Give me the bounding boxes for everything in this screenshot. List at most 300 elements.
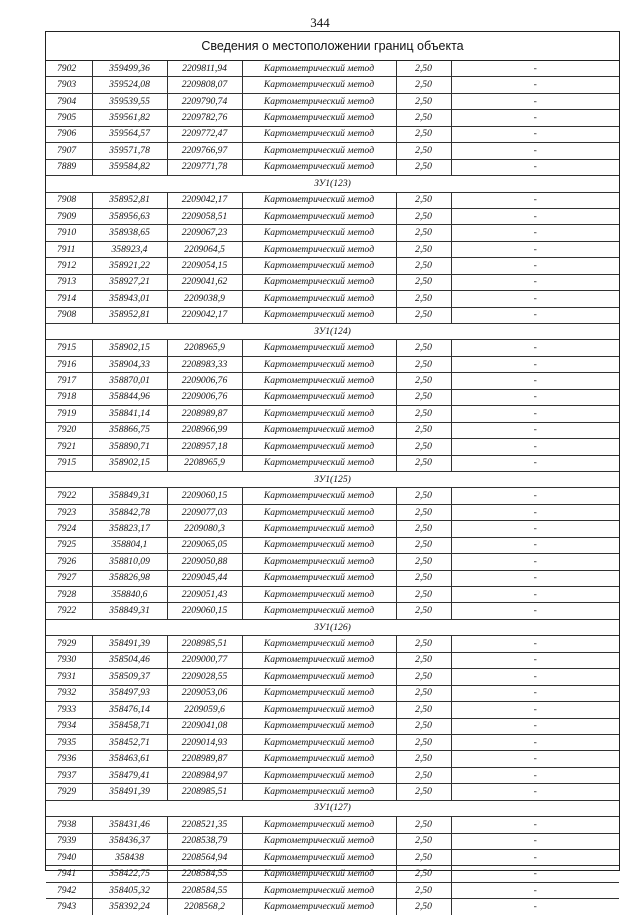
table-row (46, 817, 619, 833)
coord-x: 358952,81 (92, 192, 167, 208)
accuracy-cell: 2,50 (396, 603, 451, 619)
coord-x: 359564,57 (92, 126, 167, 142)
accuracy-cell: 2,50 (396, 192, 451, 208)
coord-x: 358866,75 (92, 422, 167, 438)
point-number: 7917 (46, 373, 92, 389)
description-cell: - (451, 126, 619, 142)
description-cell: - (451, 702, 619, 718)
coord-y: 2208584,55 (167, 866, 242, 882)
table-row (46, 225, 619, 241)
description-cell: - (451, 570, 619, 586)
method-cell: Картометрический метод (242, 587, 396, 603)
coord-y: 2209060,15 (167, 603, 242, 619)
method-cell: Картометрический метод (242, 340, 396, 356)
description-cell: - (451, 734, 619, 750)
coord-y: 2209041,08 (167, 718, 242, 734)
table-row (46, 439, 619, 455)
description-cell: - (451, 554, 619, 570)
point-number: 7943 (46, 899, 92, 915)
coord-x: 358890,71 (92, 439, 167, 455)
coord-y: 2208985,51 (167, 784, 242, 800)
method-cell: Картометрический метод (242, 833, 396, 849)
coord-y: 2208965,9 (167, 340, 242, 356)
table-row (46, 734, 619, 750)
point-number: 7934 (46, 718, 92, 734)
method-cell: Картометрический метод (242, 817, 396, 833)
method-cell: Картометрический метод (242, 373, 396, 389)
method-cell: Картометрический метод (242, 126, 396, 142)
method-cell: Картометрический метод (242, 784, 396, 800)
description-cell: - (451, 850, 619, 866)
coord-y: 2208965,9 (167, 455, 242, 471)
method-cell: Картометрический метод (242, 652, 396, 668)
description-cell: - (451, 307, 619, 323)
coord-x: 358504,46 (92, 652, 167, 668)
coord-x: 359499,36 (92, 61, 167, 77)
table-title: Сведения о местоположении границ объекта (46, 32, 619, 61)
method-cell: Картометрический метод (242, 570, 396, 586)
accuracy-cell: 2,50 (396, 734, 451, 750)
description-cell: - (451, 340, 619, 356)
table-row (46, 521, 619, 537)
point-number: 7914 (46, 291, 92, 307)
method-cell: Картометрический метод (242, 882, 396, 898)
point-number: 7921 (46, 439, 92, 455)
point-number: 7928 (46, 587, 92, 603)
description-cell: - (451, 652, 619, 668)
coord-x: 358952,81 (92, 307, 167, 323)
coord-x: 358458,71 (92, 718, 167, 734)
method-cell: Картометрический метод (242, 850, 396, 866)
boundary-points-table (46, 61, 619, 915)
point-number: 7904 (46, 93, 92, 109)
coord-y: 2209060,15 (167, 488, 242, 504)
point-number: 7908 (46, 307, 92, 323)
table-row (46, 307, 619, 323)
description-cell: - (451, 439, 619, 455)
description-cell: - (451, 718, 619, 734)
accuracy-cell: 2,50 (396, 126, 451, 142)
table-row (46, 570, 619, 586)
description-cell: - (451, 389, 619, 405)
coord-x: 358497,93 (92, 685, 167, 701)
table-row (46, 143, 619, 159)
point-number: 7907 (46, 143, 92, 159)
coord-x: 358902,15 (92, 455, 167, 471)
coord-y: 2208564,94 (167, 850, 242, 866)
coord-y: 2208983,33 (167, 356, 242, 372)
method-cell: Картометрический метод (242, 521, 396, 537)
coord-x: 358431,46 (92, 817, 167, 833)
description-cell: - (451, 143, 619, 159)
point-number: 7926 (46, 554, 92, 570)
point-number: 7922 (46, 603, 92, 619)
coord-x: 359561,82 (92, 110, 167, 126)
method-cell: Картометрический метод (242, 274, 396, 290)
method-cell: Картометрический метод (242, 143, 396, 159)
coord-y: 2209045,44 (167, 570, 242, 586)
coord-x: 359539,55 (92, 93, 167, 109)
point-number: 7913 (46, 274, 92, 290)
method-cell: Картометрический метод (242, 422, 396, 438)
table-row (46, 504, 619, 520)
accuracy-cell: 2,50 (396, 554, 451, 570)
accuracy-cell: 2,50 (396, 208, 451, 224)
table-row (46, 784, 619, 800)
method-cell: Картометрический метод (242, 899, 396, 915)
description-cell: - (451, 274, 619, 290)
coord-y: 2209054,15 (167, 258, 242, 274)
description-cell: - (451, 241, 619, 257)
accuracy-cell: 2,50 (396, 143, 451, 159)
description-cell: - (533, 901, 537, 913)
table-row (46, 373, 619, 389)
coord-y: 2209077,03 (167, 504, 242, 520)
point-number: 7916 (46, 356, 92, 372)
description-cell: - (451, 521, 619, 537)
coord-x: 359524,08 (92, 77, 167, 93)
coord-y: 2209000,77 (167, 652, 242, 668)
accuracy-cell: 2,50 (396, 61, 451, 77)
method-cell: Картометрический метод (242, 669, 396, 685)
accuracy-cell: 2,50 (396, 422, 451, 438)
accuracy-cell: 2,50 (396, 899, 451, 915)
coord-y: 2209808,07 (167, 77, 242, 93)
description-cell: - (451, 225, 619, 241)
table-row (46, 702, 619, 718)
coord-y: 2209050,88 (167, 554, 242, 570)
group-header-row (46, 176, 619, 192)
table-row (46, 159, 619, 175)
point-number: 7908 (46, 192, 92, 208)
description-cell: - (451, 784, 619, 800)
method-cell: Картометрический метод (242, 192, 396, 208)
table-row (46, 208, 619, 224)
description-cell: - (451, 258, 619, 274)
coord-x: 358476,14 (92, 702, 167, 718)
description-cell: - (451, 817, 619, 833)
coord-x: 358943,01 (92, 291, 167, 307)
accuracy-cell: 2,50 (396, 373, 451, 389)
point-number: 7903 (46, 77, 92, 93)
coord-y: 2208989,87 (167, 751, 242, 767)
accuracy-cell: 2,50 (396, 406, 451, 422)
table-row (46, 356, 619, 372)
description-cell: - (451, 373, 619, 389)
group-header-row (46, 471, 619, 487)
point-number: 7929 (46, 636, 92, 652)
accuracy-cell: 2,50 (396, 439, 451, 455)
accuracy-cell: 2,50 (396, 110, 451, 126)
description-cell: - (451, 356, 619, 372)
accuracy-cell: 2,50 (396, 751, 451, 767)
accuracy-cell: 2,50 (396, 258, 451, 274)
accuracy-cell: 2,50 (396, 225, 451, 241)
accuracy-cell: 2,50 (396, 570, 451, 586)
description-cell: - (451, 406, 619, 422)
description-cell: - (451, 61, 619, 77)
coord-x: 358810,09 (92, 554, 167, 570)
coord-y: 2209059,6 (167, 702, 242, 718)
coord-x: 359571,78 (92, 143, 167, 159)
coord-y: 2209006,76 (167, 373, 242, 389)
description-cell: - (451, 504, 619, 520)
coord-y: 2208538,79 (167, 833, 242, 849)
table-row (46, 718, 619, 734)
method-cell: Картометрический метод (242, 110, 396, 126)
point-number: 7910 (46, 225, 92, 241)
accuracy-cell: 2,50 (396, 767, 451, 783)
table-row (46, 61, 619, 77)
coord-x: 358921,22 (92, 258, 167, 274)
coord-x: 358405,32 (92, 882, 167, 898)
description-cell: - (451, 636, 619, 652)
method-cell: Картометрический метод (242, 77, 396, 93)
point-number: 7929 (46, 784, 92, 800)
point-number: 7923 (46, 504, 92, 520)
description-cell: - (451, 603, 619, 619)
coord-x: 358927,21 (92, 274, 167, 290)
coord-x: 358844,96 (92, 389, 167, 405)
coord-y: 2208584,55 (167, 882, 242, 898)
coord-y: 2209064,5 (167, 241, 242, 257)
boundary-table-container (45, 31, 620, 913)
method-cell: Картометрический метод (242, 734, 396, 750)
point-number: 7915 (46, 340, 92, 356)
point-number: 7937 (46, 767, 92, 783)
point-number: 7915 (46, 455, 92, 471)
table-row (46, 537, 619, 553)
description-cell: - (451, 192, 619, 208)
description-cell: - (451, 751, 619, 767)
accuracy-cell: 2,50 (396, 159, 451, 175)
point-number: 7902 (46, 61, 92, 77)
point-number: 7935 (46, 734, 92, 750)
accuracy-cell: 2,50 (396, 685, 451, 701)
point-number: 7931 (46, 669, 92, 685)
method-cell: Картометрический метод (242, 751, 396, 767)
method-cell: Картометрический метод (242, 93, 396, 109)
table-row (46, 192, 619, 208)
coord-y: 2209766,97 (167, 143, 242, 159)
coord-y: 2209014,93 (167, 734, 242, 750)
description-cell: - (451, 587, 619, 603)
page-number: 344 (310, 15, 330, 30)
coord-x: 358826,98 (92, 570, 167, 586)
point-number: 7912 (46, 258, 92, 274)
accuracy-cell: 2,50 (396, 389, 451, 405)
method-cell: Картометрический метод (242, 718, 396, 734)
group-label: ЗУ1(124) (46, 324, 619, 340)
point-number: 7920 (46, 422, 92, 438)
point-number: 7889 (46, 159, 92, 175)
table-row (46, 554, 619, 570)
description-cell: - (451, 291, 619, 307)
group-label: ЗУ1(125) (46, 471, 619, 487)
coord-y: 2208985,51 (167, 636, 242, 652)
coord-x: 358904,33 (92, 356, 167, 372)
coord-x: 358422,75 (92, 866, 167, 882)
table-row (46, 685, 619, 701)
accuracy-cell: 2,50 (396, 702, 451, 718)
point-number: 7940 (46, 850, 92, 866)
coord-y: 2208989,87 (167, 406, 242, 422)
group-label: ЗУ1(126) (46, 619, 619, 635)
point-number: 7922 (46, 488, 92, 504)
accuracy-cell: 2,50 (396, 521, 451, 537)
coord-x: 358392,24 (92, 899, 167, 915)
accuracy-cell: 2,50 (396, 833, 451, 849)
point-number: 7918 (46, 389, 92, 405)
table-row (46, 866, 619, 882)
accuracy-cell: 2,50 (396, 882, 451, 898)
coord-y: 2208568,2 (167, 899, 242, 915)
coord-x: 358436,37 (92, 833, 167, 849)
coord-x: 358849,31 (92, 488, 167, 504)
point-number: 7939 (46, 833, 92, 849)
table-row (46, 669, 619, 685)
method-cell: Картометрический метод (242, 61, 396, 77)
table-row (46, 833, 619, 849)
coord-x: 359584,82 (92, 159, 167, 175)
table-row (46, 291, 619, 307)
point-number: 7942 (46, 882, 92, 898)
table-row (46, 882, 619, 898)
method-cell: Картометрический метод (242, 603, 396, 619)
coord-y: 2209006,76 (167, 389, 242, 405)
coord-x: 358902,15 (92, 340, 167, 356)
point-number: 7905 (46, 110, 92, 126)
coord-x: 358841,14 (92, 406, 167, 422)
point-number: 7938 (46, 817, 92, 833)
coord-y: 2209053,06 (167, 685, 242, 701)
method-cell: Картометрический метод (242, 208, 396, 224)
table-row (46, 587, 619, 603)
table-row (46, 899, 619, 915)
coord-x: 358938,65 (92, 225, 167, 241)
accuracy-cell: 2,50 (396, 587, 451, 603)
coord-y: 2209065,05 (167, 537, 242, 553)
coord-x: 358823,17 (92, 521, 167, 537)
accuracy-cell: 2,50 (396, 307, 451, 323)
description-cell: - (451, 110, 619, 126)
coord-x: 358923,4 (92, 241, 167, 257)
coord-y: 2208521,35 (167, 817, 242, 833)
accuracy-cell: 2,50 (396, 636, 451, 652)
table-row (46, 850, 619, 866)
description-cell: - (451, 77, 619, 93)
accuracy-cell: 2,50 (396, 274, 451, 290)
description-cell: - (451, 208, 619, 224)
table-row (46, 422, 619, 438)
accuracy-cell: 2,50 (396, 866, 451, 882)
table-row (46, 126, 619, 142)
method-cell: Картометрический метод (242, 537, 396, 553)
point-number: 7924 (46, 521, 92, 537)
coord-y: 2208966,99 (167, 422, 242, 438)
method-cell: Картометрический метод (242, 291, 396, 307)
coord-y: 2209042,17 (167, 192, 242, 208)
coord-y: 2209051,43 (167, 587, 242, 603)
coord-y: 2208984,97 (167, 767, 242, 783)
method-cell: Картометрический метод (242, 389, 396, 405)
method-cell: Картометрический метод (242, 455, 396, 471)
point-number: 7906 (46, 126, 92, 142)
table-row (46, 93, 619, 109)
accuracy-cell: 2,50 (396, 356, 451, 372)
accuracy-cell: 2,50 (396, 241, 451, 257)
description-cell: - (451, 669, 619, 685)
coord-x: 358452,71 (92, 734, 167, 750)
method-cell: Картометрический метод (242, 702, 396, 718)
point-number: 7909 (46, 208, 92, 224)
table-row (46, 77, 619, 93)
table-row (46, 488, 619, 504)
point-number: 7930 (46, 652, 92, 668)
description-cell: - (451, 93, 619, 109)
table-row (46, 110, 619, 126)
method-cell: Картометрический метод (242, 356, 396, 372)
table-row (46, 652, 619, 668)
point-number: 7925 (46, 537, 92, 553)
coord-y: 2209811,94 (167, 61, 242, 77)
method-cell: Картометрический метод (242, 767, 396, 783)
table-row (46, 636, 619, 652)
method-cell: Картометрический метод (242, 439, 396, 455)
description-cell: - (451, 882, 619, 898)
description-cell: - (451, 422, 619, 438)
method-cell: Картометрический метод (242, 307, 396, 323)
coord-y: 2209771,78 (167, 159, 242, 175)
table-row (46, 603, 619, 619)
coord-x: 358804,1 (92, 537, 167, 553)
coord-y: 2208957,18 (167, 439, 242, 455)
table-row (46, 258, 619, 274)
table-row (46, 274, 619, 290)
coord-y: 2209080,3 (167, 521, 242, 537)
description-cell: - (451, 685, 619, 701)
description-cell: - (451, 767, 619, 783)
accuracy-cell: 2,50 (396, 504, 451, 520)
coord-y: 2209790,74 (167, 93, 242, 109)
point-number: 7932 (46, 685, 92, 701)
table-row (46, 751, 619, 767)
accuracy-cell: 2,50 (396, 784, 451, 800)
accuracy-cell: 2,50 (396, 77, 451, 93)
accuracy-cell: 2,50 (396, 291, 451, 307)
group-label: ЗУ1(123) (46, 176, 619, 192)
coord-x: 358491,39 (92, 636, 167, 652)
point-number: 7941 (46, 866, 92, 882)
accuracy-cell: 2,50 (396, 488, 451, 504)
accuracy-cell: 2,50 (396, 93, 451, 109)
method-cell: Картометрический метод (242, 225, 396, 241)
method-cell: Картометрический метод (242, 636, 396, 652)
coord-x: 358479,41 (92, 767, 167, 783)
coord-y: 2209042,17 (167, 307, 242, 323)
table-row (46, 406, 619, 422)
coord-x: 358491,39 (92, 784, 167, 800)
accuracy-cell: 2,50 (396, 669, 451, 685)
accuracy-cell: 2,50 (396, 340, 451, 356)
description-cell: - (451, 537, 619, 553)
group-header-row (46, 800, 619, 816)
group-header-row (46, 619, 619, 635)
description-cell: - (451, 833, 619, 849)
coord-x: 358509,37 (92, 669, 167, 685)
method-cell: Картометрический метод (242, 241, 396, 257)
coord-x: 358870,01 (92, 373, 167, 389)
